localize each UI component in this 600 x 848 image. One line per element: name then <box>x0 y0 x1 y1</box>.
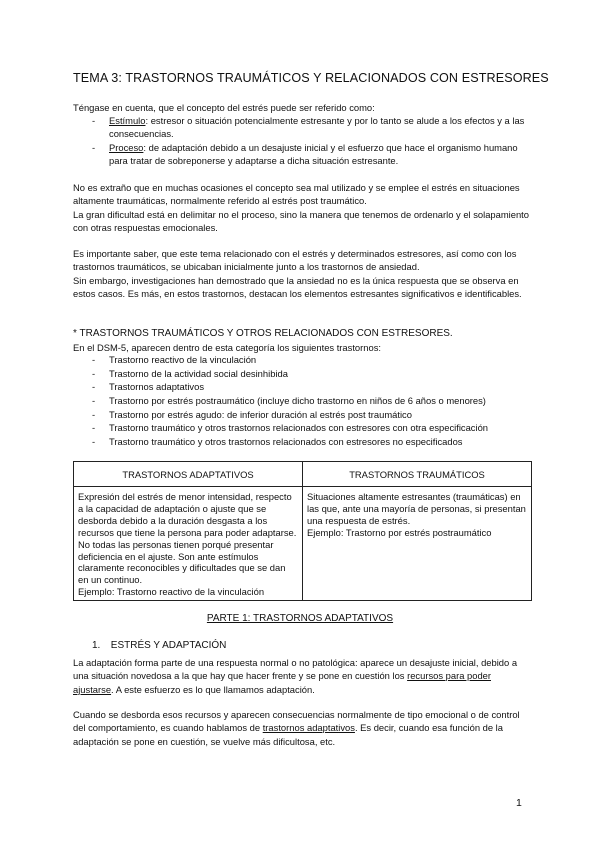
bullet-dash: - <box>92 381 96 393</box>
bullet-dash: - <box>92 436 96 448</box>
bullet-dash: - <box>92 367 96 379</box>
definition-term: Estímulo <box>109 115 146 126</box>
table-header-adaptive: TRASTORNOS ADAPTATIVOS <box>74 462 303 487</box>
paragraph-1: No es extraño que en muchas ocasiones el concepto sea mal utilizado y se emplee el estrés en situaciones altamente traumáticas, normalmente referido al estrés post traumático. <box>73 182 520 207</box>
cell-text: Situaciones altamente estresantes (traumáticas) en las que, ante una mayoría de personas, si presentan una respuesta de estrés. <box>307 491 526 526</box>
intro-paragraph: Téngase en cuenta, que el concepto del estrés puede ser referido como: <box>73 102 375 113</box>
bullet-dash: - <box>92 142 96 153</box>
paragraph-3: Es importante saber, que este tema relacionado con el estrés y determinados estresores, así como con los trastornos traumáticos, se ubicaban inicialmente junto a los trastornos de ansiedad. <box>73 248 517 273</box>
list-item <box>92 394 532 408</box>
part-title: PARTE 1: TRASTORNOS ADAPTATIVOS <box>206 613 394 624</box>
paragraph-5-text: La adaptación forma parte de una respuesta normal o no patológica: aparece un desajuste inicial, debido a una situación novedosa a la que hay que hacer frente y se pone en cuestión los <box>73 657 518 682</box>
definition-text <box>109 115 532 140</box>
paragraph-5 <box>73 656 531 696</box>
paragraph-5-text-end: . A este esfuerzo es lo que llamamos adaptación. <box>111 683 315 695</box>
bullet-dash: - <box>92 354 96 365</box>
section-title <box>92 640 226 651</box>
definition-item <box>92 115 532 141</box>
list-item <box>92 353 532 367</box>
list-item-text: Trastornos adaptativos <box>109 381 205 393</box>
bullet-dash: - <box>92 422 96 434</box>
list-item-text: Trastorno por estrés agudo: de inferior duración al estrés post traumático <box>109 408 412 420</box>
cell-text: Expresión del estrés de menor intensidad, respecto a la capacidad de adaptación o ajuste que se desborda debido a la duración desgasta a los recursos que tiene la persona para poder adaptarse. No todas las personas tienen porqué presentar deficiencia en el ajuste. Son ante estímulos claramente reconocibles y dificultades que se dan en un continuo. <box>78 491 297 586</box>
table-header-traumatic: TRASTORNOS TRAUMÁTICOS <box>303 462 532 487</box>
list-item-text: Trastorno de la actividad social desinhibida <box>109 367 288 379</box>
underlined-term: trastornos adaptativos <box>262 722 355 734</box>
bullet-dash: - <box>92 395 96 407</box>
section-heading: * TRASTORNOS TRAUMÁTICOS Y OTROS RELACIONADOS CON ESTRESORES. <box>73 328 453 339</box>
list-item <box>92 408 532 422</box>
list-item <box>92 367 532 381</box>
disorder-list <box>92 353 532 449</box>
paragraph-6-text: Cuando se desborda esos recursos y aparecen consecuencias normalmente de tipo emocional o de control del comportamiento, es cuando hablamos de <box>73 709 520 734</box>
definition-text <box>109 142 532 167</box>
document-title: TEMA 3: TRASTORNOS TRAUMÁTICOS Y RELACIONADOS CON ESTRESORES <box>73 71 549 85</box>
table-row <box>74 487 532 601</box>
list-item <box>92 380 532 394</box>
table-cell-traumatic <box>303 487 532 601</box>
list-item <box>92 435 532 449</box>
list-item-text: Trastorno por estrés postraumático (incluye dicho trastorno en niños de 6 años o menores) <box>109 395 486 407</box>
cell-example: Ejemplo: Trastorno por estrés postraumático <box>307 526 492 538</box>
paragraph-6-text-end: . Es decir, cuando esa función de la adaptación se pone en cuestión, se vuelve más dificultosa, etc. <box>73 722 503 747</box>
definition-term: Proceso <box>109 142 144 153</box>
definition-body: : de adaptación debido a un desajuste inicial y el esfuerzo que hace el organismo humano para tratar de sobreponerse y adaptarse a dicha situación estresante. <box>109 142 518 166</box>
list-item-text: Trastorno reactivo de la vinculación <box>109 354 257 365</box>
list-item-text: Trastorno traumático y otros trastornos relacionados con estresores con otra especificación <box>109 422 488 434</box>
section-number: 1. <box>92 640 101 651</box>
paragraph-4: Sin embargo, investigaciones han demostrado que la ansiedad no es la única respuesta que se observa en estos casos. Es más, en estos trastornos, destacan los elementos estresantes significativos e identificables. <box>73 275 522 300</box>
list-item-text: Trastorno traumático y otros trastornos relacionados con estresores no especificados <box>109 436 463 448</box>
dsm-intro: En el DSM-5, aparecen dentro de esta categoría los siguientes trastornos: <box>73 342 381 353</box>
paragraph-2: La gran dificultad está en delimitar no el proceso, sino la manera que tenemos de ordenarlo y el solapamiento con otras respuestas emocionales. <box>73 209 530 234</box>
list-item <box>92 421 532 435</box>
paragraph-6 <box>73 708 531 748</box>
cell-example: Ejemplo: Trastorno reactivo de la vinculación <box>78 586 265 598</box>
page-number: 1 <box>516 797 522 809</box>
definition-item <box>92 142 532 168</box>
section-title-text: ESTRÉS Y ADAPTACIÓN <box>110 640 227 651</box>
table-cell-adaptive <box>74 487 303 601</box>
table-header-row <box>74 462 532 487</box>
bullet-dash: - <box>92 408 96 420</box>
underlined-term: recursos para poder ajustarse <box>73 670 491 695</box>
definition-body: : estresor o situación potencialmente estresante y por lo tanto se alude a los efectos y a las consecuencias. <box>109 115 525 139</box>
bullet-dash: - <box>92 115 96 126</box>
comparison-table <box>73 461 532 601</box>
